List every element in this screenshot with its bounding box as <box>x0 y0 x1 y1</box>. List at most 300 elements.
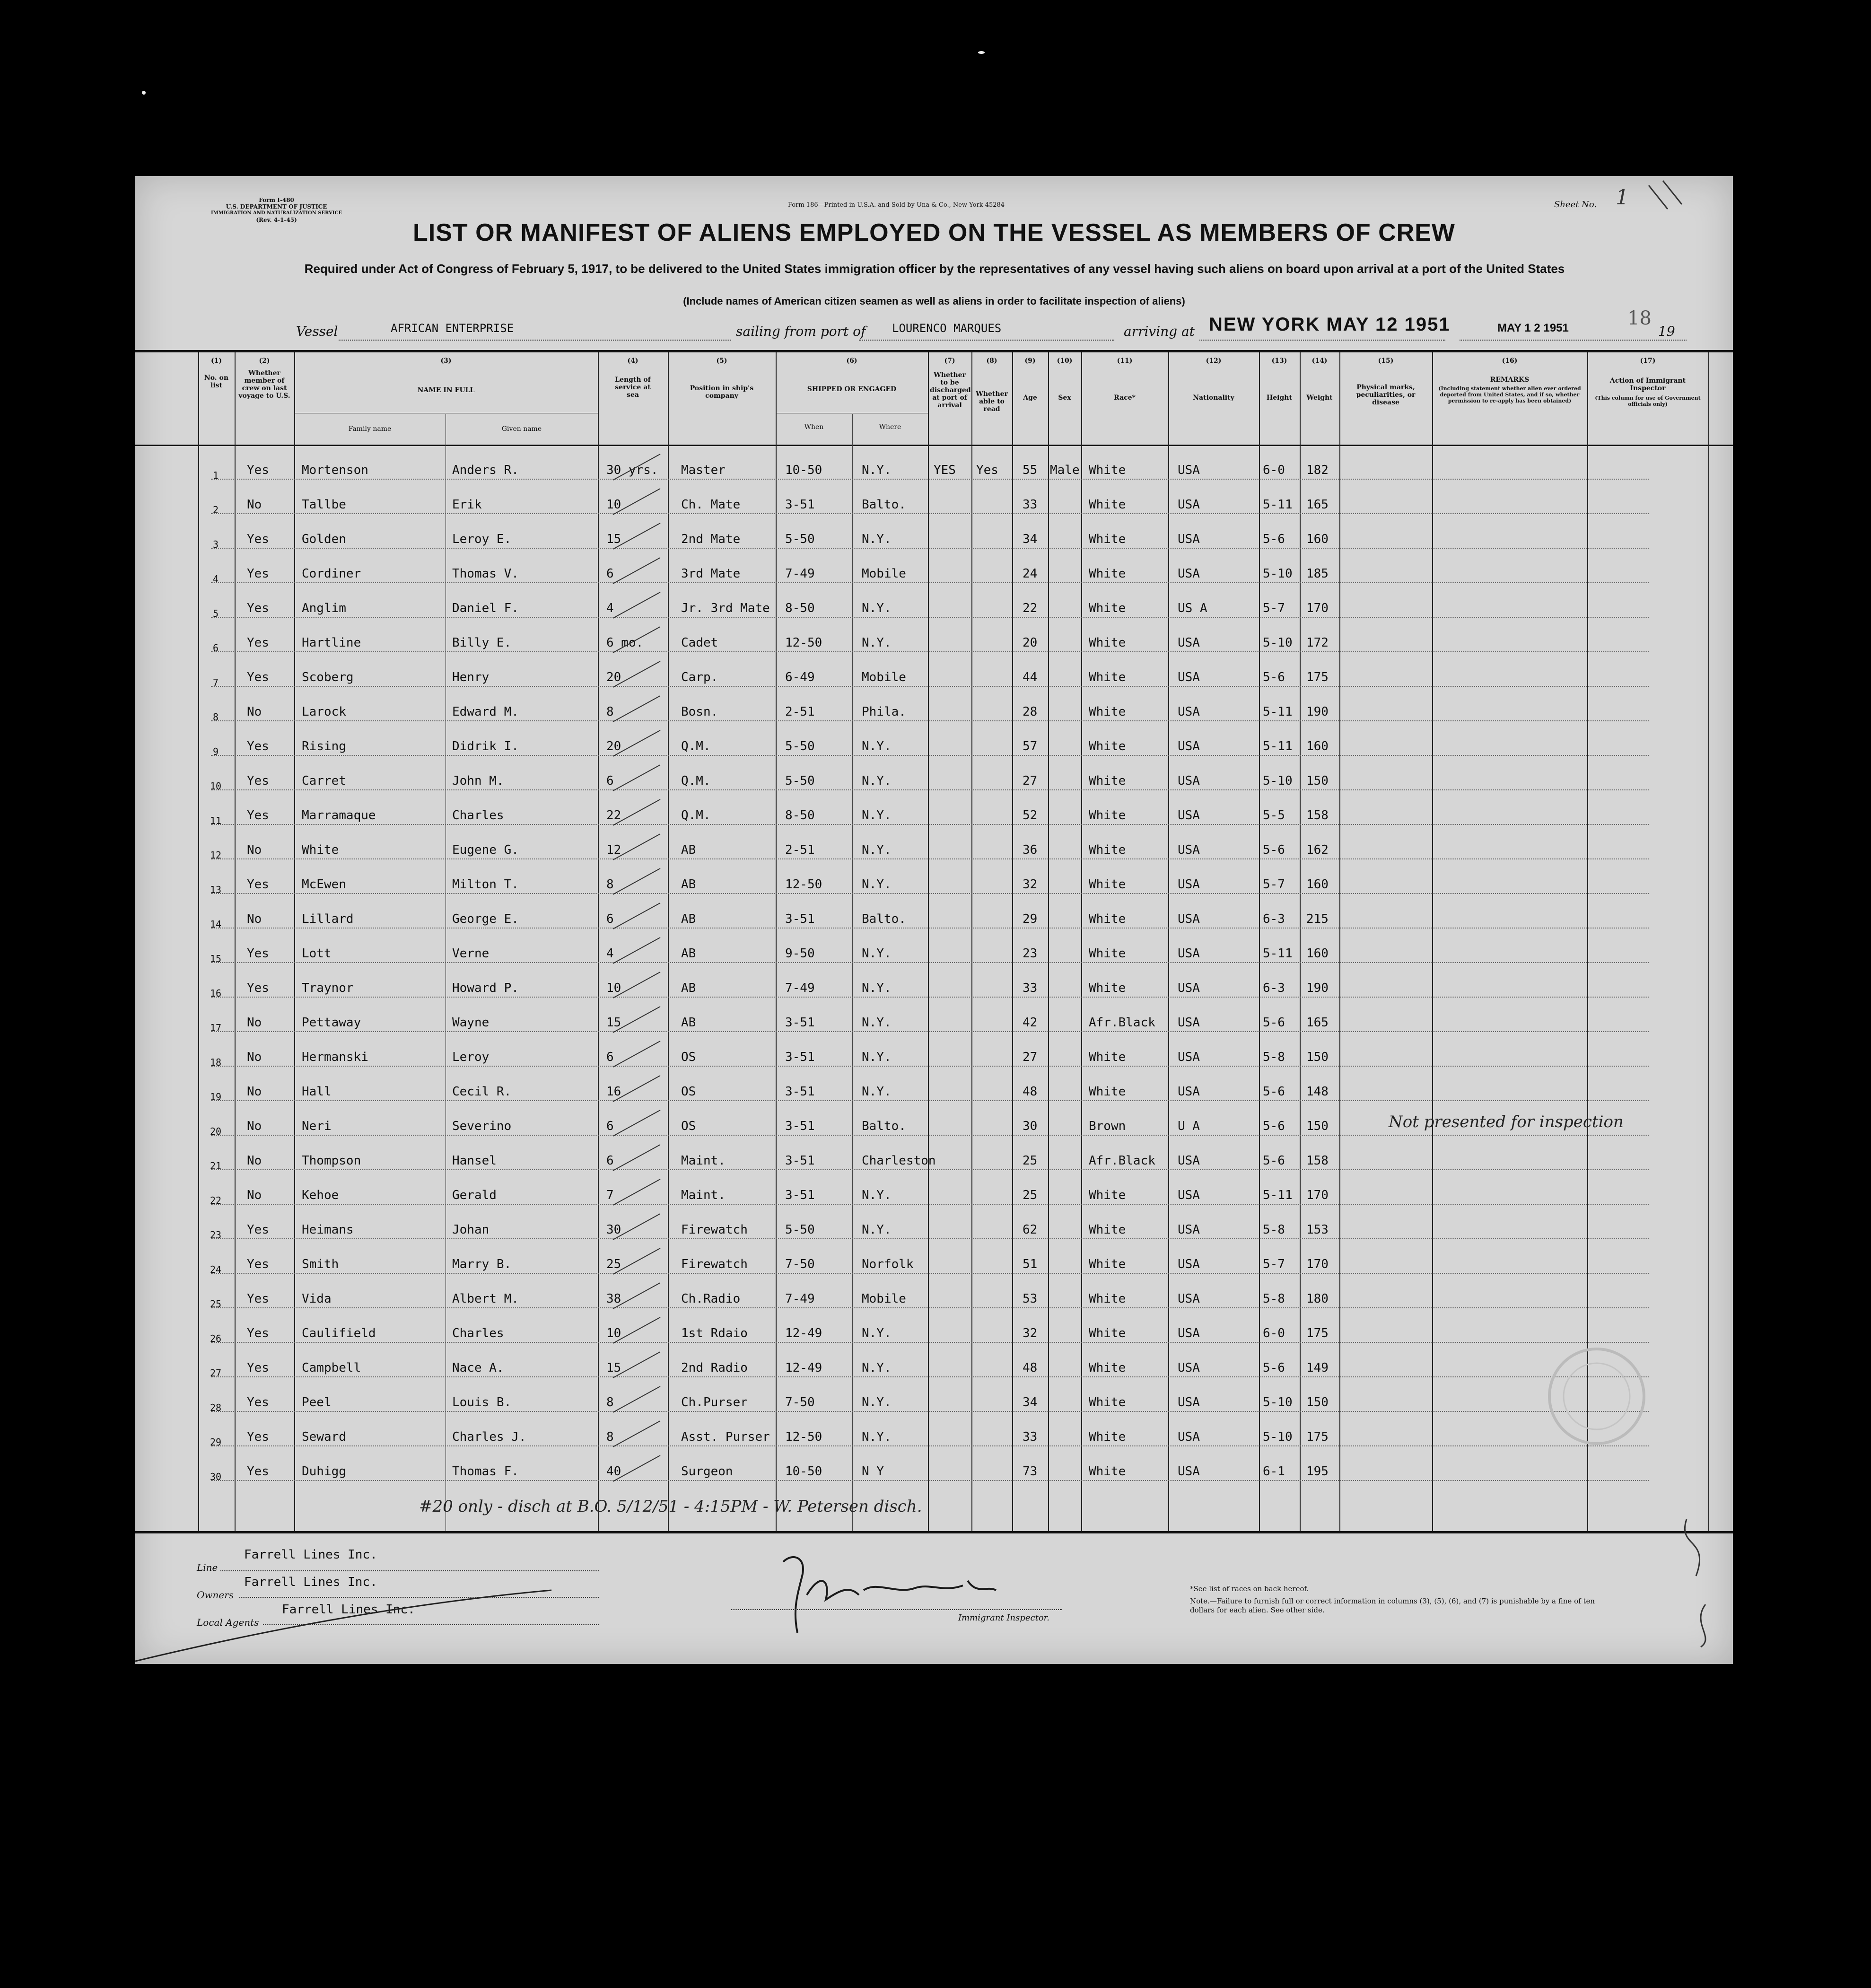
position-cell: 1st Rdaio <box>681 1326 748 1340</box>
fine-note: Note.—Failure to furnish full or correct information in columns (3), (5), (6), and (7) is punishable by a fine of ten dollars for each alien. See other side. <box>1190 1597 1595 1614</box>
race-cell: White <box>1089 1361 1126 1375</box>
position-cell: AB <box>681 843 696 857</box>
col4-number: (4) <box>627 357 638 365</box>
height-cell: 5-6 <box>1263 1085 1285 1099</box>
last-voyage-cell: Yes <box>247 774 269 788</box>
row-number: 9 <box>212 746 219 757</box>
column-divider <box>1339 352 1340 1531</box>
pencil-check-mark <box>608 728 665 761</box>
shipped-when-cell: 5-50 <box>785 532 815 546</box>
shipped-when-cell: 3-51 <box>785 1119 815 1133</box>
family-name-cell: White <box>302 843 339 857</box>
family-name-cell: Heimans <box>302 1223 354 1237</box>
row-number: 6 <box>212 642 219 654</box>
weight-cell: 175 <box>1306 1326 1329 1340</box>
age-cell: 25 <box>1023 1154 1038 1168</box>
weight-cell: 148 <box>1306 1085 1329 1099</box>
age-cell: 55 <box>1023 463 1038 477</box>
height-cell: 6-3 <box>1263 981 1285 995</box>
last-voyage-cell: Yes <box>247 1223 269 1237</box>
nationality-cell: USA <box>1178 1292 1200 1306</box>
height-cell: 5-5 <box>1263 808 1285 823</box>
row-number: 3 <box>212 539 219 550</box>
service-length-cell: 40 <box>606 1464 621 1479</box>
weight-cell: 162 <box>1306 843 1329 857</box>
weight-cell: 150 <box>1306 1119 1329 1133</box>
shipped-when-cell: 3-51 <box>785 1154 815 1168</box>
weight-cell: 175 <box>1306 670 1329 684</box>
height-cell: 5-11 <box>1263 705 1293 719</box>
family-name-cell: Vida <box>302 1292 332 1306</box>
last-voyage-cell: Yes <box>247 877 269 892</box>
column-divider <box>598 352 599 1531</box>
last-voyage-cell: No <box>247 705 262 719</box>
race-cell: White <box>1089 463 1126 477</box>
pencil-check-mark <box>608 624 665 657</box>
nationality-cell: USA <box>1178 567 1200 581</box>
nationality-cell: USA <box>1178 946 1200 961</box>
service-length-cell: 8 <box>606 1395 614 1410</box>
position-cell: AB <box>681 946 696 961</box>
given-name-cell: Erik <box>452 498 482 512</box>
race-cell: White <box>1089 1085 1126 1099</box>
height-cell: 5-7 <box>1263 601 1285 615</box>
position-cell: Master <box>681 463 726 477</box>
family-name-cell: Kehoe <box>302 1188 339 1202</box>
position-cell: 2nd Mate <box>681 532 741 546</box>
given-name-cell: Howard P. <box>452 981 519 995</box>
col2-header: Whether member of crew on last voyage to U.S. <box>238 369 290 400</box>
row-number: 8 <box>212 711 219 723</box>
height-cell: 5-11 <box>1263 946 1293 961</box>
shipped-where-cell: N.Y. <box>862 808 892 823</box>
pencil-check-mark <box>608 1315 665 1348</box>
nationality-cell: USA <box>1178 912 1200 926</box>
year-label: 19 <box>1658 324 1675 339</box>
weight-cell: 160 <box>1306 532 1329 546</box>
pencil-check-mark <box>608 1004 665 1037</box>
col16-header: REMARKS <box>1490 376 1530 384</box>
inspector-dotted-line <box>731 1609 1062 1610</box>
row-divider <box>211 582 1649 583</box>
column-divider <box>776 352 777 1531</box>
shipped-when-cell: 2-51 <box>785 843 815 857</box>
shipped-where-cell: N.Y. <box>862 981 892 995</box>
height-cell: 5-8 <box>1263 1292 1285 1306</box>
weight-cell: 150 <box>1306 1395 1329 1410</box>
last-voyage-cell: Yes <box>247 636 269 650</box>
row-number: 26 <box>210 1333 222 1344</box>
family-name-cell: Mortenson <box>302 463 368 477</box>
height-cell: 5-11 <box>1263 498 1293 512</box>
column-divider <box>668 352 669 1531</box>
row-divider <box>211 824 1649 825</box>
shipped-when-cell: 2-51 <box>785 705 815 719</box>
service-length-cell: 7 <box>606 1188 614 1202</box>
weight-cell: 190 <box>1306 981 1329 995</box>
age-cell: 32 <box>1023 1326 1038 1340</box>
header-divider <box>135 445 1733 446</box>
nationality-cell: USA <box>1178 636 1200 650</box>
service-length-cell: 30 yrs. <box>606 463 658 477</box>
col6-number: (6) <box>846 357 857 365</box>
shipped-where-cell: N.Y. <box>862 1223 892 1237</box>
sex-cell: Male <box>1050 463 1080 477</box>
row-divider <box>211 651 1649 652</box>
pencil-check-mark <box>608 1384 665 1417</box>
height-cell: 5-10 <box>1263 636 1293 650</box>
last-voyage-cell: No <box>247 1188 262 1202</box>
race-cell: White <box>1089 946 1126 961</box>
weight-cell: 165 <box>1306 498 1329 512</box>
crew-table <box>135 350 1733 1533</box>
shipped-where-cell: N.Y. <box>862 532 892 546</box>
given-name-cell: Milton T. <box>452 877 519 892</box>
weight-cell: 180 <box>1306 1292 1329 1306</box>
row-number: 28 <box>210 1402 222 1413</box>
row-number: 15 <box>210 953 222 964</box>
weight-cell: 170 <box>1306 1188 1329 1202</box>
shipped-where-cell: N.Y. <box>862 1085 892 1099</box>
height-cell: 5-10 <box>1263 774 1293 788</box>
shipped-when-cell: 7-49 <box>785 1292 815 1306</box>
race-cell: White <box>1089 636 1126 650</box>
pencil-check-mark <box>608 901 665 934</box>
weight-cell: 158 <box>1306 1154 1329 1168</box>
port-name: LOURENCO MARQUES <box>892 322 1002 335</box>
nationality-cell: USA <box>1178 1361 1200 1375</box>
row-divider <box>211 1238 1649 1239</box>
row-number: 11 <box>210 815 222 826</box>
position-cell: Firewatch <box>681 1257 748 1271</box>
col11-number: (11) <box>1117 357 1133 365</box>
age-cell: 34 <box>1023 532 1038 546</box>
diagonal-pen-stroke <box>135 1585 561 1666</box>
page-mark: 18 <box>1627 307 1652 329</box>
dust-speck <box>978 51 985 54</box>
col17-number: (17) <box>1640 357 1656 365</box>
pencil-check-mark <box>608 1246 665 1279</box>
race-cell: White <box>1089 1292 1126 1306</box>
position-cell: Q.M. <box>681 808 711 823</box>
given-name-cell: Louis B. <box>452 1395 512 1410</box>
family-name-cell: Peel <box>302 1395 332 1410</box>
col15-header: Physical marks, peculiarities, or disease <box>1356 384 1416 406</box>
service-length-cell: 10 <box>606 498 621 512</box>
weight-cell: 215 <box>1306 912 1329 926</box>
race-cell: White <box>1089 774 1126 788</box>
row-divider <box>211 1411 1649 1412</box>
dust-speck <box>142 91 146 95</box>
last-voyage-cell: Yes <box>247 1430 269 1444</box>
nationality-cell: USA <box>1178 981 1200 995</box>
row-number: 1 <box>212 470 219 481</box>
height-cell: 5-6 <box>1263 532 1285 546</box>
weight-cell: 182 <box>1306 463 1329 477</box>
last-voyage-cell: Yes <box>247 1326 269 1340</box>
shipped-when-cell: 7-50 <box>785 1395 815 1410</box>
pencil-check-mark <box>608 832 665 865</box>
height-cell: 5-10 <box>1263 567 1293 581</box>
column-divider <box>1259 352 1260 1531</box>
given-name-cell: Hansel <box>452 1154 497 1168</box>
row-number: 17 <box>210 1022 222 1033</box>
last-voyage-cell: Yes <box>247 1292 269 1306</box>
row-divider <box>211 997 1649 998</box>
nationality-cell: USA <box>1178 1085 1200 1099</box>
column-divider <box>198 352 199 1531</box>
age-cell: 73 <box>1023 1464 1038 1479</box>
family-name-cell: Pettaway <box>302 1016 361 1030</box>
shipped-where-cell: N.Y. <box>862 1016 892 1030</box>
shipped-when-cell: 12-49 <box>785 1326 822 1340</box>
col3-given-header: Given name <box>501 425 542 433</box>
pencil-check-mark <box>608 659 665 692</box>
shipped-when-cell: 6-49 <box>785 670 815 684</box>
race-cell: White <box>1089 843 1126 857</box>
given-name-cell: Thomas V. <box>452 567 519 581</box>
row-divider <box>211 720 1649 721</box>
col12-number: (12) <box>1206 357 1222 365</box>
column-divider <box>294 352 295 1531</box>
given-name-cell: Gerald <box>452 1188 497 1202</box>
column-divider <box>235 352 236 1531</box>
family-name-cell: Seward <box>302 1430 346 1444</box>
pencil-check-mark <box>608 1177 665 1210</box>
row-number: 2 <box>212 504 219 516</box>
shipped-when-cell: 3-51 <box>785 1085 815 1099</box>
column-divider <box>1300 352 1301 1531</box>
shipped-when-cell: 12-50 <box>785 1430 822 1444</box>
shipped-when-cell: 12-50 <box>785 636 822 650</box>
position-cell: Maint. <box>681 1188 726 1202</box>
given-name-cell: Henry <box>452 670 490 684</box>
col7-number: (7) <box>944 357 955 365</box>
col16-subheader: (Including statement whether alien ever ordered deported from United States, and if so, whether permission to re-apply has been obtained) <box>1438 385 1581 404</box>
shipped-when-cell: 8-50 <box>785 808 815 823</box>
row-number: 16 <box>210 988 222 999</box>
vessel-dotted-line <box>339 340 731 341</box>
weight-cell: 190 <box>1306 705 1329 719</box>
nationality-cell: U A <box>1178 1119 1200 1133</box>
row-divider <box>211 1135 1649 1136</box>
race-cell: Afr.Black <box>1089 1016 1155 1030</box>
given-name-cell: Leroy <box>452 1050 490 1064</box>
row-divider <box>211 1100 1649 1101</box>
arriving-dotted-line <box>1199 340 1445 341</box>
height-cell: 5-6 <box>1263 1361 1285 1375</box>
age-cell: 25 <box>1023 1188 1038 1202</box>
height-cell: 5-7 <box>1263 877 1285 892</box>
age-cell: 20 <box>1023 636 1038 650</box>
column-divider <box>1081 352 1082 1531</box>
nationality-cell: USA <box>1178 1395 1200 1410</box>
given-name-cell: Anders R. <box>452 463 519 477</box>
height-cell: 5-6 <box>1263 1016 1285 1030</box>
position-cell: Firewatch <box>681 1223 748 1237</box>
service-length-cell: 6 <box>606 912 614 926</box>
service-length-cell: 6 mo. <box>606 636 644 650</box>
age-cell: 28 <box>1023 705 1038 719</box>
race-cell: White <box>1089 601 1126 615</box>
race-cell: White <box>1089 1395 1126 1410</box>
pencil-check-mark <box>608 693 665 727</box>
row-number: 5 <box>212 608 219 619</box>
row-number: 12 <box>210 849 222 861</box>
weight-cell: 172 <box>1306 636 1329 650</box>
race-cell: White <box>1089 1430 1126 1444</box>
shipped-where-cell: N.Y. <box>862 877 892 892</box>
last-voyage-cell: Yes <box>247 1361 269 1375</box>
position-cell: Asst. Purser <box>681 1430 770 1444</box>
owners-label: Owners <box>197 1589 234 1601</box>
nationality-cell: USA <box>1178 498 1200 512</box>
service-length-cell: 15 <box>606 1016 621 1030</box>
position-cell: Q.M. <box>681 774 711 788</box>
service-length-cell: 20 <box>606 739 621 753</box>
row-divider <box>211 1031 1649 1032</box>
row-divider <box>211 1204 1649 1205</box>
able-to-read-cell: Yes <box>976 463 998 477</box>
pencil-check-mark <box>608 1142 665 1175</box>
port-dotted-line <box>859 340 1114 341</box>
age-cell: 57 <box>1023 739 1038 753</box>
row-number: 24 <box>210 1264 222 1275</box>
service-length-cell: 12 <box>606 843 621 857</box>
bottom-handwritten-note: #20 only - disch at B.O. 5/12/51 - 4:15PM - W. Petersen disch. <box>419 1497 922 1516</box>
service-length-cell: 8 <box>606 705 614 719</box>
shipped-when-cell: 5-50 <box>785 774 815 788</box>
nationality-cell: USA <box>1178 1154 1200 1168</box>
service-length-cell: 6 <box>606 1050 614 1064</box>
race-cell: White <box>1089 1223 1126 1237</box>
row-number: 10 <box>210 780 222 792</box>
shipped-where-cell: N.Y. <box>862 1326 892 1340</box>
nationality-cell: US A <box>1178 601 1207 615</box>
col11-header: Race* <box>1114 394 1136 402</box>
position-cell: 2nd Radio <box>681 1361 748 1375</box>
height-cell: 6-1 <box>1263 1464 1285 1479</box>
document-subtitle: Required under Act of Congress of February 5, 1917, to be delivered to the United States immigration officer by the representatives of any vessel having such aliens on board upon arrival at a port of the United States <box>304 262 1565 276</box>
position-cell: Surgeon <box>681 1464 733 1479</box>
printer-line: Form 186—Printed in U.S.A. and Sold by Una & Co., New York 45284 <box>788 201 1005 209</box>
last-voyage-cell: Yes <box>247 463 269 477</box>
height-cell: 6-0 <box>1263 463 1285 477</box>
family-name-cell: Caulifield <box>302 1326 376 1340</box>
position-cell: Carp. <box>681 670 718 684</box>
shipped-when-cell: 3-51 <box>785 1016 815 1030</box>
race-cell: White <box>1089 498 1126 512</box>
agents-label: Local Agents <box>197 1617 259 1628</box>
vessel-label: Vessel <box>296 324 338 339</box>
row-divider <box>211 1066 1649 1067</box>
column-divider <box>1048 352 1049 1531</box>
race-cell: White <box>1089 1326 1126 1340</box>
pencil-check-mark <box>608 935 665 968</box>
col5-header: Position in ship's company <box>690 385 754 400</box>
family-name-cell: Marramaque <box>302 808 376 823</box>
service-length-cell: 15 <box>606 532 621 546</box>
last-voyage-cell: Yes <box>247 1257 269 1271</box>
shipped-where-cell: N.Y. <box>862 1430 892 1444</box>
age-cell: 48 <box>1023 1085 1038 1099</box>
weight-cell: 158 <box>1306 808 1329 823</box>
given-name-cell: Wayne <box>452 1016 490 1030</box>
row-number: 21 <box>210 1160 222 1172</box>
weight-cell: 149 <box>1306 1361 1329 1375</box>
given-name-cell: Didrik I. <box>452 739 519 753</box>
owners-value: Farrell Lines Inc. <box>244 1575 377 1589</box>
sheet-label: Sheet No. <box>1554 200 1597 210</box>
shipped-where-cell: N.Y. <box>862 946 892 961</box>
age-cell: 33 <box>1023 1430 1038 1444</box>
shipped-when-cell: 3-51 <box>785 1050 815 1064</box>
pencil-check-mark <box>608 1453 665 1486</box>
nationality-cell: USA <box>1178 705 1200 719</box>
col3-header: NAME IN FULL <box>417 386 475 394</box>
port-label: sailing from port of <box>736 324 866 339</box>
race-cell: White <box>1089 808 1126 823</box>
shipped-when-cell: 10-50 <box>785 1464 822 1479</box>
race-cell: White <box>1089 1464 1126 1479</box>
family-name-cell: Lott <box>302 946 332 961</box>
nationality-cell: USA <box>1178 774 1200 788</box>
family-name-cell: Carret <box>302 774 346 788</box>
col15-number: (15) <box>1378 357 1394 365</box>
position-cell: Jr. 3rd Mate <box>681 601 770 615</box>
last-voyage-cell: No <box>247 1016 262 1030</box>
pencil-check-mark <box>608 762 665 796</box>
height-cell: 5-11 <box>1263 739 1293 753</box>
row-divider <box>211 686 1649 687</box>
height-cell: 5-10 <box>1263 1395 1293 1410</box>
service-length-cell: 4 <box>606 946 614 961</box>
row-divider <box>211 1445 1649 1446</box>
shipped-when-cell: 7-49 <box>785 567 815 581</box>
position-cell: AB <box>681 1016 696 1030</box>
pencil-check-mark <box>608 590 665 623</box>
shipped-where-cell: Mobile <box>862 1292 906 1306</box>
race-cell: White <box>1089 670 1126 684</box>
shipped-when-cell: 3-51 <box>785 1188 815 1202</box>
nationality-cell: USA <box>1178 1430 1200 1444</box>
position-cell: AB <box>681 877 696 892</box>
col6-when-header: When <box>804 423 824 431</box>
arriving-label: arriving at <box>1124 324 1195 339</box>
row-divider <box>211 962 1649 963</box>
row-number: 22 <box>210 1195 222 1206</box>
given-name-cell: Verne <box>452 946 490 961</box>
row-number: 30 <box>210 1471 222 1482</box>
nationality-cell: USA <box>1178 739 1200 753</box>
shipped-where-cell: N.Y. <box>862 774 892 788</box>
age-cell: 23 <box>1023 946 1038 961</box>
given-name-cell: Nace A. <box>452 1361 504 1375</box>
column-divider <box>1432 352 1433 1531</box>
last-voyage-cell: No <box>247 498 262 512</box>
age-cell: 62 <box>1023 1223 1038 1237</box>
last-voyage-cell: No <box>247 1050 262 1064</box>
column-divider <box>928 352 929 1531</box>
age-cell: 22 <box>1023 601 1038 615</box>
service-length-cell: 6 <box>606 1154 614 1168</box>
shipped-where-cell: Balto. <box>862 498 906 512</box>
nationality-cell: USA <box>1178 463 1200 477</box>
weight-cell: 185 <box>1306 567 1329 581</box>
col8-number: (8) <box>986 357 997 365</box>
service-length-cell: 10 <box>606 981 621 995</box>
weight-cell: 160 <box>1306 877 1329 892</box>
